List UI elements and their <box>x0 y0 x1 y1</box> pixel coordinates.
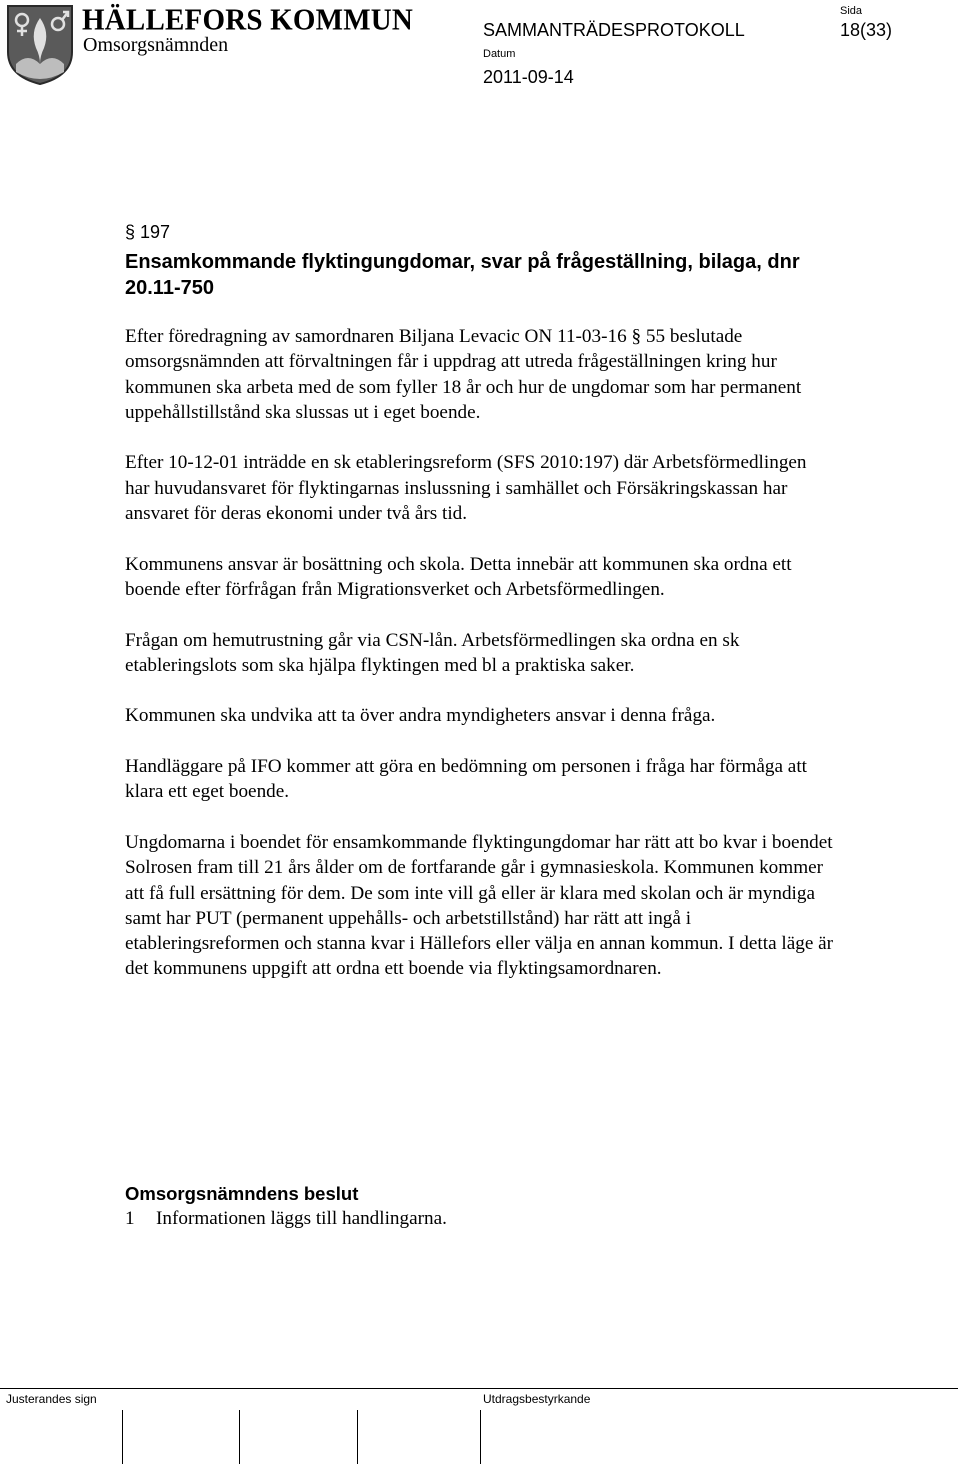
footer-divider <box>0 1388 958 1389</box>
decision-item-text: Informationen läggs till handlingarna. <box>156 1208 447 1229</box>
body-paragraph: Efter föredragning av samordnaren Biljana Levacic ON 11-03-16 § 55 beslutade omsorgsnämnden att förvaltningen får i uppdrag att utreda frågeställningen kring hur kommunen ska arbeta med de som fyller 18 år och hur de ungdomar som har permanent uppehållstillstånd ska slussas ut i eget boende. <box>125 326 802 423</box>
body-paragraph: Frågan om hemutrustning går via CSN-lån. Arbetsförmedlingen ska ordna en sk etableringslots som ska hjälpa flyktingen med bl a praktiska saker. <box>125 629 740 676</box>
body-text <box>125 324 835 1007</box>
body-paragraph: Kommunen ska undvika att ta över andra myndigheters ansvar i denna fråga. <box>125 705 716 727</box>
decision-item <box>125 1208 447 1230</box>
signature-box-divider <box>239 1410 240 1464</box>
signature-box-divider <box>357 1410 358 1464</box>
body-paragraph: Handläggare på IFO kommer att göra en bedömning om personen i fråga har förmåga att klara ett eget boende. <box>125 756 807 803</box>
body-paragraph: Efter 10-12-01 inträdde en sk etableringsreform (SFS 2010:197) där Arbetsförmedlingen har huvudansvaret för flyktingarnas inslussning i samhället och Försäkringskassan har ansvaret för deras ekonomi under två års tid. <box>125 452 807 525</box>
document-type: SAMMANTRÄDESPROTOKOLL <box>483 20 745 40</box>
signature-label: Justerandes sign <box>6 1392 97 1406</box>
date-label: Datum <box>483 48 516 60</box>
signature-box-divider <box>122 1410 123 1464</box>
body-paragraph: Ungdomarna i boendet för ensamkommande flyktingungdomar har rätt att bo kvar i boendet Solrosen fram till 21 års ålder om de fortfarande går i gymnasieskola. Kommunen kommer att få full ersättning för dem. De som inte vill gå eller är klara med skolan och är myndiga samt har PUT (permanent uppehålls- och arbetstillstånd) har rätt att ingå i etableringsreformen och stanna kvar i Hällefors eller välja en annan kommun. I detta läge är det kommunens uppgift att ordna ett boende via flyktingsamordnaren. <box>125 831 834 980</box>
page-label: Sida <box>840 5 863 17</box>
section-title: Ensamkommande flyktingungdomar, svar på frågeställning, bilaga, dnr 20.11-750 <box>125 251 800 299</box>
municipality-name: HÄLLEFORS KOMMUN <box>82 3 414 37</box>
signature-box-divider <box>480 1410 481 1464</box>
date-value: 2011-09-14 <box>483 67 574 87</box>
department-name: Omsorgsnämnden <box>83 34 229 56</box>
paragraph-number: § 197 <box>125 222 171 242</box>
body-paragraph: Kommunens ansvar är bosättning och skola. Detta innebär att kommunen ska ordna ett boende efter förfrågan från Migrationsverket och Arbetsförmedlingen. <box>125 553 792 600</box>
hallefors-coat-of-arms-icon <box>6 4 74 86</box>
decision-item-number: 1 <box>125 1208 135 1229</box>
certification-label: Utdragsbestyrkande <box>483 1392 591 1406</box>
decision-heading: Omsorgsnämndens beslut <box>125 1183 359 1204</box>
page-number: 18(33) <box>840 20 893 40</box>
